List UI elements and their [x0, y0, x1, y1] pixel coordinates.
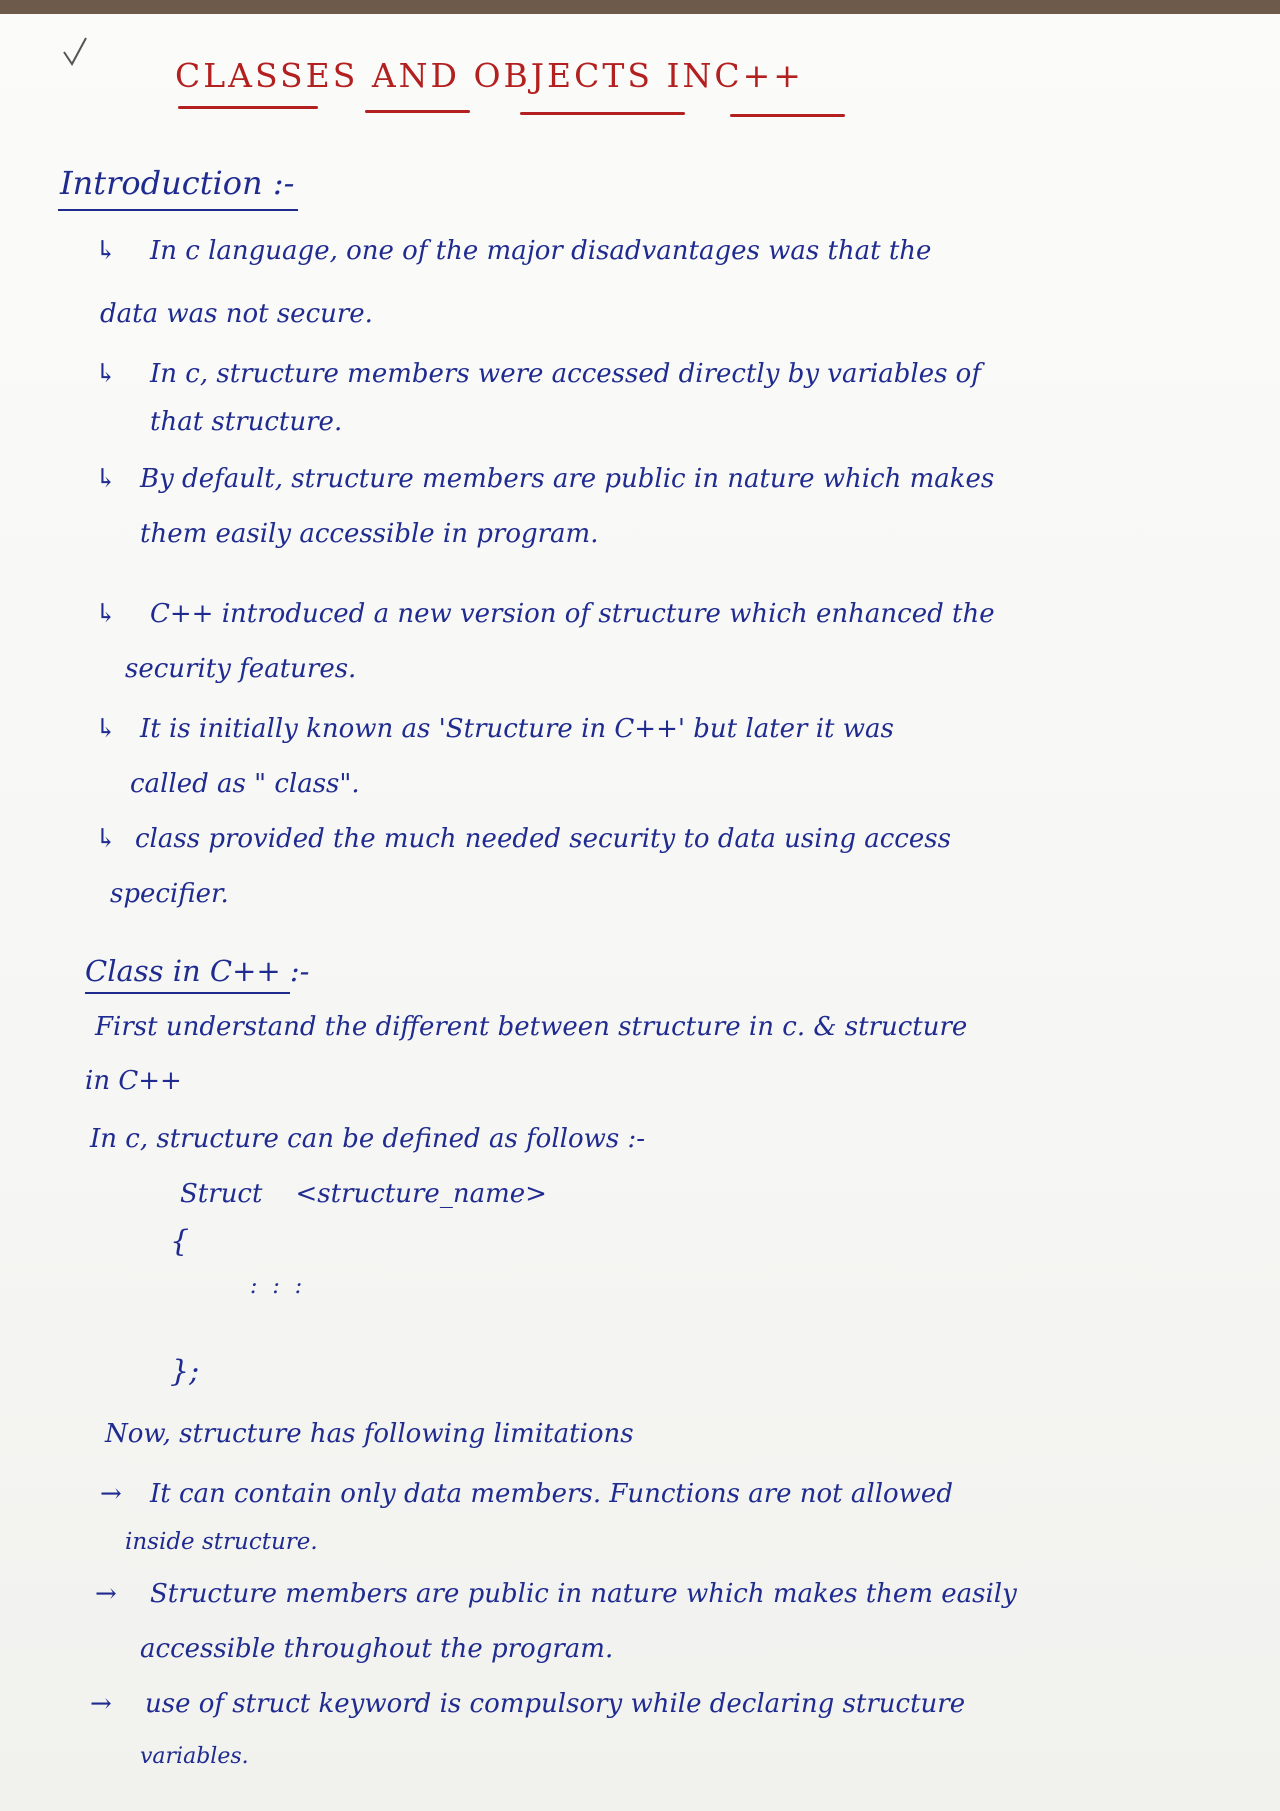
code-open-brace: { [170, 1224, 190, 1259]
limitation-3-line-2: variables. [140, 1744, 249, 1769]
code-struct-line: Struct <structure_name> [180, 1179, 547, 1209]
limitation-1-line-2: inside structure. [125, 1529, 318, 1555]
intro-bullet-3-line-1: By default, structure members are public in nature which makes [140, 464, 995, 494]
bullet-arrow-icon: ↳ [95, 359, 117, 389]
title-underline-1 [178, 106, 318, 109]
intro-bullet-6-line-2: specifier. [110, 879, 229, 909]
title-underline-4 [730, 114, 845, 117]
check-mark-icon [60, 34, 90, 74]
intro-bullet-5-line-2: called as " class". [130, 769, 360, 799]
bullet-arrow-icon: ↳ [95, 464, 117, 494]
limitations-heading: Now, structure has following limitations [105, 1419, 634, 1449]
bullet-arrow-icon: ↳ [95, 714, 117, 744]
title-underline-3 [520, 112, 685, 115]
title-underline-2 [365, 110, 470, 113]
bullet-arrow-icon: ↳ [95, 236, 117, 266]
intro-bullet-6-line-1: class provided the much needed security to data using access [135, 824, 951, 854]
intro-bullet-4-line-1: C++ introduced a new version of structure which enhanced the [150, 599, 995, 629]
arrow-right-icon: → [100, 1479, 122, 1509]
limitation-1-line-1: It can contain only data members. Functions are not allowed [150, 1479, 953, 1509]
intro-bullet-3-line-2: them easily accessible in program. [140, 519, 599, 549]
limitation-2-line-2: accessible throughout the program. [140, 1634, 614, 1664]
page-title: CLASSES AND OBJECTS INC++ [175, 56, 804, 95]
class-in-cpp-heading-underline [85, 992, 290, 994]
introduction-heading: Introduction :- [60, 164, 295, 202]
introduction-heading-underline [58, 209, 298, 211]
limitation-3-line-1: use of struct keyword is compulsory while declaring structure [145, 1689, 966, 1719]
intro-bullet-1-line-2: data was not secure. [100, 299, 373, 329]
intro-bullet-2-line-1: In c, structure members were accessed directly by variables of [150, 359, 981, 389]
class-in-cpp-heading: Class in C++ :- [85, 954, 310, 988]
intro-bullet-5-line-1: It is initially known as 'Structure in C++' but later it was [140, 714, 894, 744]
code-dots: : : : [250, 1274, 307, 1299]
bullet-arrow-icon: ↳ [95, 599, 117, 629]
code-close-brace: }; [170, 1354, 200, 1389]
class-intro-line-2: in C++ [85, 1066, 182, 1096]
arrow-right-icon: → [90, 1689, 112, 1719]
class-intro-line-1: First understand the different between structure in c. & structure [95, 1012, 968, 1042]
intro-bullet-4-line-2: security features. [125, 654, 357, 684]
intro-bullet-2-line-2: that structure. [150, 407, 343, 437]
notebook-page [0, 14, 1280, 1811]
define-line: In c, structure can be defined as follows :- [90, 1124, 646, 1154]
arrow-right-icon: → [95, 1579, 117, 1609]
limitation-2-line-1: Structure members are public in nature which makes them easily [150, 1579, 1017, 1609]
intro-bullet-1-line-1: In c language, one of the major disadvantages was that the [150, 236, 932, 266]
bullet-arrow-icon: ↳ [95, 824, 117, 854]
